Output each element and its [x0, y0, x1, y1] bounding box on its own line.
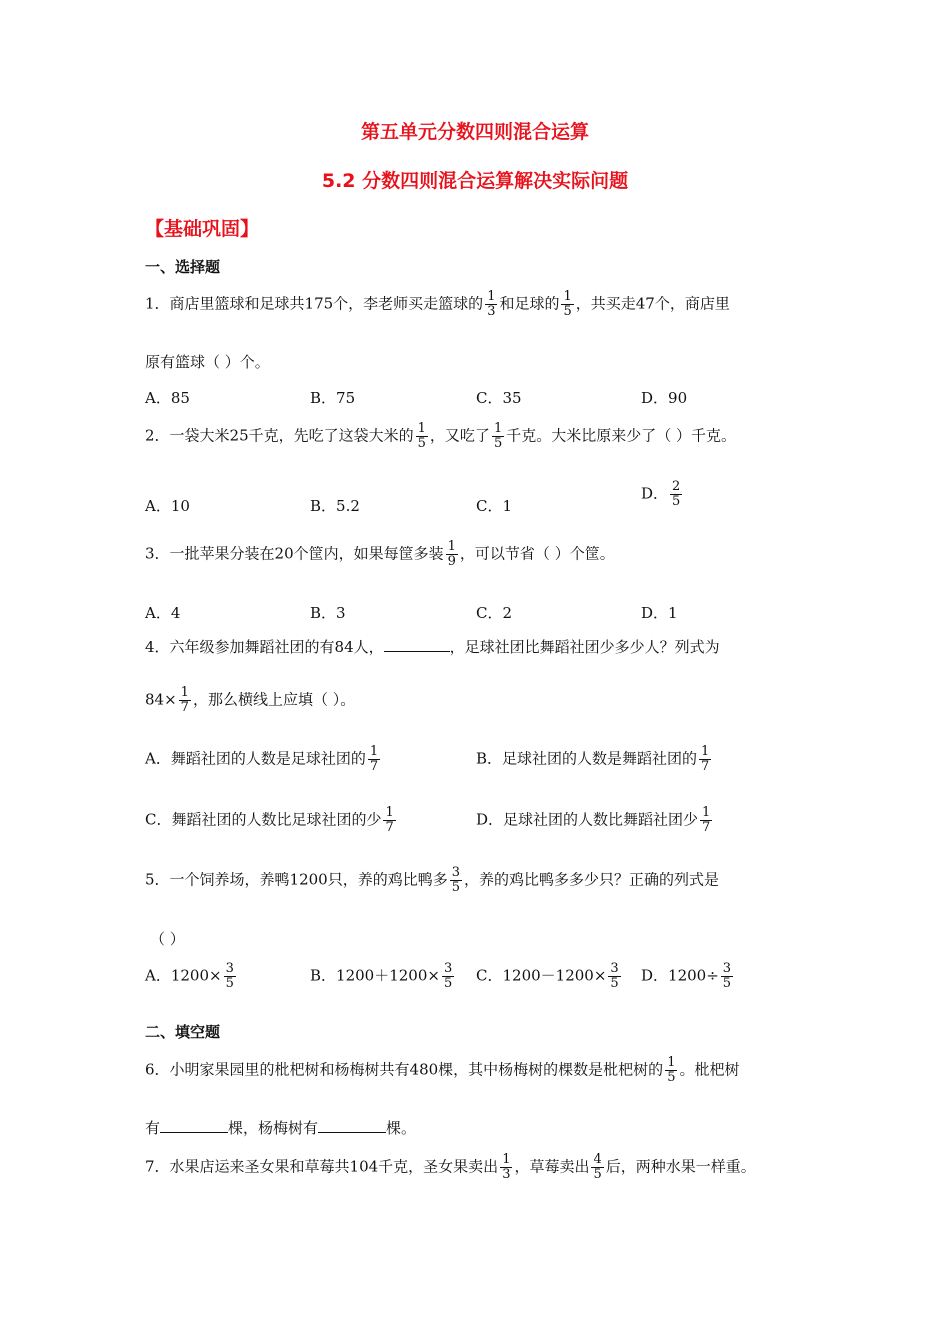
- option-d[interactable]: D．1: [641, 604, 678, 622]
- fraction: $\frac{3}{5}$: [225, 961, 234, 991]
- fraction: $\frac{1}{5}$: [493, 421, 503, 451]
- option-d[interactable]: D．足球社团的人数比舞蹈社团少 $\frac{1}{7}$: [476, 805, 711, 835]
- option-d[interactable]: D．1200÷ $\frac{3}{5}$: [641, 961, 732, 991]
- fraction: $\frac{1}{7}$: [702, 805, 711, 835]
- question-2: 2．一袋大米25千克，先吃了这袋大米的 $\frac{1}{5}$ ，又吃了 $\frac{1}{5}$ 千克。大米比原来少了（ ）千克。: [145, 421, 736, 451]
- fraction: $\frac{3}{5}$: [443, 961, 453, 991]
- option-b[interactable]: B．75: [310, 389, 356, 407]
- option-c[interactable]: C．舞蹈社团的人数比足球社团的少 $\frac{1}{7}$: [145, 805, 394, 835]
- fraction: $\frac{1}{5}$: [563, 289, 572, 319]
- option-c[interactable]: C．2: [476, 604, 513, 622]
- option-d[interactable]: D．90: [641, 389, 688, 407]
- fraction: $\frac{3}{5}$: [451, 865, 461, 895]
- fraction: $\frac{1}{7}$: [701, 744, 710, 774]
- unit-title: 第五单元分数四则混合运算: [360, 121, 589, 143]
- part1-heading: 一、选择题: [145, 258, 221, 276]
- fraction: $\frac{1}{7}$: [180, 685, 189, 715]
- option-a[interactable]: A．舞蹈社团的人数是足球社团的 $\frac{1}{7}$: [145, 744, 379, 774]
- option-c[interactable]: C．1200－1200× $\frac{3}{5}$: [476, 961, 619, 991]
- fraction: $\frac{1}{5}$: [417, 421, 426, 451]
- lesson-title: 5.2 分数四则混合运算解决实际问题: [321, 170, 629, 192]
- option-b[interactable]: B．3: [310, 604, 346, 622]
- fraction: $\frac{1}{9}$: [447, 539, 456, 569]
- fraction: $\frac{3}{5}$: [610, 961, 619, 991]
- fraction: $\frac{1}{7}$: [369, 744, 379, 774]
- question-4-line-1: 4．六年级参加舞蹈社团的有84人， ，足球社团比舞蹈社团少多少人？列式为: [145, 638, 720, 656]
- q1-text: 1．商店里篮球和足球共175个，李老师买走篮球的: [145, 294, 484, 313]
- option-a[interactable]: A．85: [145, 389, 190, 407]
- option-d[interactable]: D． $\frac{2}{5}$: [641, 479, 681, 509]
- fraction: $\frac{1}{3}$: [487, 289, 496, 319]
- answer-blank[interactable]: [318, 1118, 386, 1133]
- question-1-line-1: 1．商店里篮球和足球共175个，李老师买走篮球的 $\frac{1}{3}$ 和足球的 $\frac{1}{5}$ ，共买走47个，商店里: [145, 289, 730, 319]
- option-c[interactable]: C．35: [476, 389, 522, 407]
- option-a[interactable]: A．10: [145, 497, 190, 515]
- question-3: 3．一批苹果分装在20个筐内，如果每筐多装 $\frac{1}{9}$ ，可以节省（ ）个筐。: [145, 539, 615, 569]
- question-6-line-1: 6．小明家果园里的枇杷树和杨梅树共有480棵，其中杨梅树的棵数是枇杷树的 $\frac{1}{5}$ 。枇杷树: [145, 1055, 740, 1085]
- option-a[interactable]: A．4: [145, 604, 181, 622]
- fraction: $\frac{4}{5}$: [593, 1152, 602, 1182]
- option-c[interactable]: C．1: [476, 497, 513, 515]
- fraction: $\frac{1}{5}$: [667, 1055, 676, 1085]
- question-5-line-1: 5．一个饲养场，养鸭1200只，养的鸡比鸭多 $\frac{3}{5}$ ，养的鸡比鸭多多少只？正确的列式是: [145, 865, 720, 895]
- fraction: $\frac{3}{5}$: [722, 961, 732, 991]
- option-b[interactable]: B．5.2: [310, 497, 360, 515]
- fraction: $\frac{1}{7}$: [385, 805, 394, 835]
- section-label: 【基础巩固】: [145, 218, 260, 240]
- part2-heading: 二、填空题: [145, 1023, 221, 1041]
- question-4-line-2: 84× $\frac{1}{7}$ ，那么横线上应填（ ）。: [145, 685, 356, 715]
- answer-blank[interactable]: [384, 637, 450, 652]
- option-b[interactable]: B．1200＋1200× $\frac{3}{5}$: [310, 961, 453, 991]
- question-1-line-2: 原有篮球（ ）个。: [145, 353, 270, 371]
- fraction: $\frac{1}{3}$: [502, 1152, 511, 1182]
- question-6-line-2: 有 棵，杨梅树有 棵。: [145, 1119, 417, 1137]
- option-a[interactable]: A．1200× $\frac{3}{5}$: [145, 961, 234, 991]
- question-7: 7．水果店运来圣女果和草莓共104千克，圣女果卖出 $\frac{1}{3}$ ，草莓卖出 $\frac{4}{5}$ 后，两种水果一样重。: [145, 1152, 756, 1182]
- question-5-line-2: （ ）: [150, 930, 185, 948]
- option-b[interactable]: B．足球社团的人数是舞蹈社团的 $\frac{1}{7}$: [476, 744, 710, 774]
- answer-blank[interactable]: [160, 1118, 228, 1133]
- fraction: $\frac{2}{5}$: [672, 479, 681, 509]
